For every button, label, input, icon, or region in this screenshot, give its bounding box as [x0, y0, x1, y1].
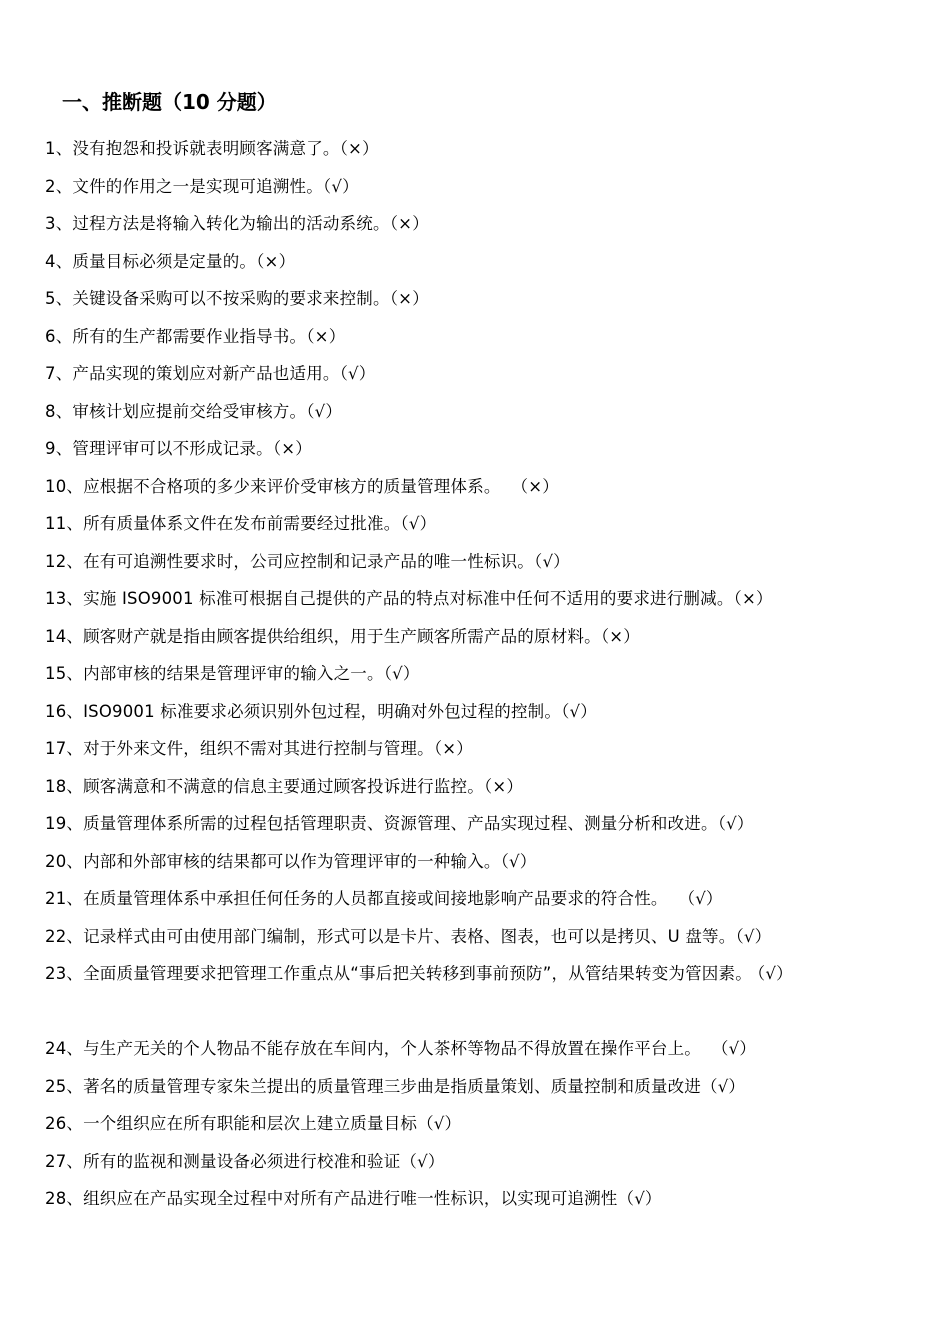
item-number: 20、: [45, 851, 84, 871]
list-item: [45, 205, 935, 243]
list-item: [45, 318, 935, 356]
list-item: [45, 805, 935, 843]
item-text: 一个组织应在所有职能和层次上建立质量目标: [83, 1114, 418, 1133]
item-text: 没有抱怨和投诉就表明顾客满意了。: [72, 139, 340, 158]
item-text: 组织应在产品实现全过程中对所有产品进行唯一性标识，以实现可追溯性: [83, 1189, 618, 1208]
item-text: 所有的监视和测量设备必须进行校准和验证: [83, 1151, 401, 1171]
item-answer: （√）: [306, 401, 343, 421]
item-number: 6、: [45, 326, 73, 346]
item-answer: （√）: [561, 701, 597, 721]
item-answer: （√）: [400, 514, 437, 533]
item-text: 内部和外部审核的结果都可以作为管理评审的一种输入。: [83, 851, 501, 871]
item-answer: （√）: [322, 176, 359, 196]
item-text: 在有可追溯性要求时，公司应控制和记录产品的唯一性标识。: [83, 551, 535, 571]
question-list: [45, 130, 935, 1218]
item-text: 著名的质量管理专家朱兰提出的质量管理三步曲是指质量策划、质量控制和质量改进: [83, 1076, 702, 1096]
list-item: [45, 618, 935, 656]
item-number: 10、: [45, 476, 84, 496]
list-item: [45, 880, 935, 918]
item-number: 27、: [45, 1151, 84, 1171]
item-text: 全面质量管理要求把管理工作重点从“事后把关转移到事前预防”，从管结果转变为管因素。: [83, 964, 752, 983]
list-item: [45, 730, 935, 768]
item-text: 在质量管理体系中承担任何任务的人员都直接或间接地影响产品要求的符合性。: [83, 889, 668, 908]
item-text: 产品实现的策划应对新产品也适用。: [72, 364, 340, 383]
item-number: 15、: [45, 664, 84, 683]
list-item: [45, 1143, 935, 1181]
item-text: 顾客财产就是指由顾客提供给组织，用于生产顾客所需产品的原材料。: [83, 626, 601, 646]
item-answer: （√）: [400, 1151, 445, 1171]
item-answer: （×）: [272, 439, 312, 458]
list-item: [45, 355, 935, 393]
list-item: [45, 543, 935, 581]
item-number: 17、: [45, 739, 84, 758]
item-text: 记录样式由可由使用部门编制，形式可以是卡片、表格、图表，也可以是拷贝、U 盘等。: [83, 926, 736, 946]
item-text: 审核计划应提前交给受审核方。: [72, 401, 307, 421]
list-item: [45, 1105, 935, 1143]
item-number: 12、: [45, 551, 84, 571]
item-number: 22、: [45, 926, 84, 946]
item-number: 21、: [45, 889, 84, 908]
item-number: 19、: [45, 814, 84, 833]
item-answer: （×）: [389, 214, 429, 233]
item-answer: （√）: [534, 551, 570, 571]
item-answer: （√）: [701, 1076, 746, 1096]
item-answer: （×）: [500, 476, 559, 496]
item-answer: （×）: [483, 776, 524, 796]
item-answer: （×）: [256, 251, 296, 271]
item-answer: （√）: [667, 889, 723, 908]
item-answer: （×）: [339, 139, 379, 158]
item-number: 28、: [45, 1189, 84, 1208]
item-text: 过程方法是将输入转化为输出的活动系统。: [72, 214, 390, 233]
list-item: [45, 130, 935, 168]
list-item: [45, 1180, 935, 1218]
item-text: 顾客满意和不满意的信息主要通过顾客投诉进行监控。: [83, 776, 484, 796]
item-text: 所有的生产都需要作业指导书。: [72, 326, 307, 346]
item-text: ISO9001 标准要求必须识别外包过程，明确对外包过程的控制。: [83, 701, 562, 721]
item-answer: （√）: [500, 851, 537, 871]
item-text: 管理评审可以不形成记录。: [72, 439, 273, 458]
item-answer: （√）: [339, 364, 376, 383]
item-answer: （√）: [701, 1039, 757, 1058]
item-answer: （×）: [389, 289, 429, 308]
item-number: 9、: [45, 439, 73, 458]
item-text: 应根据不合格项的多少来评价受审核方的质量管理体系。: [83, 476, 501, 496]
item-answer: （√）: [417, 1114, 462, 1133]
item-number: 4、: [45, 251, 73, 271]
item-text: 对于外来文件，组织不需对其进行控制与管理。: [83, 739, 434, 758]
item-number: 2、: [45, 176, 73, 196]
list-item: [45, 655, 935, 693]
item-number: 5、: [45, 289, 73, 308]
item-number: 16、: [45, 701, 84, 721]
item-number: 23、: [45, 964, 84, 983]
item-answer: （√）: [617, 1189, 662, 1208]
item-number: 25、: [45, 1076, 84, 1096]
list-item: [45, 168, 935, 206]
item-text: 文件的作用之一是实现可追溯性。: [72, 176, 323, 196]
item-number: 8、: [45, 401, 73, 421]
item-text: 质量目标必须是定量的。: [72, 251, 257, 271]
list-item: [45, 505, 935, 543]
item-text: 质量管理体系所需的过程包括管理职责、资源管理、产品实现过程、测量分析和改进。: [83, 814, 718, 833]
item-number: 13、: [45, 589, 84, 608]
list-item: [45, 280, 935, 318]
item-number: 7、: [45, 364, 73, 383]
list-item: [45, 1030, 935, 1068]
item-answer: （√）: [756, 964, 793, 983]
item-answer: （√）: [735, 926, 772, 946]
item-number: 1、: [45, 139, 73, 158]
item-text: 与生产无关的个人物品不能存放在车间内，个人茶杯等物品不得放置在操作平台上。: [83, 1039, 702, 1058]
list-item: [45, 430, 935, 468]
item-number: 18、: [45, 776, 84, 796]
list-item: [45, 955, 935, 1030]
item-number: 24、: [45, 1039, 84, 1058]
list-item: [45, 243, 935, 281]
item-answer: （×）: [600, 626, 640, 646]
list-item: [45, 580, 935, 618]
list-item: [45, 1068, 935, 1106]
list-item: [45, 468, 935, 506]
list-item: [45, 918, 935, 956]
list-item: [45, 393, 935, 431]
item-text: 实施 ISO9001 标准可根据自己提供的产品的特点对标准中任何不适用的要求进行删减。: [83, 589, 734, 608]
item-answer: （×）: [733, 589, 773, 608]
list-item: [45, 768, 935, 806]
item-number: 3、: [45, 214, 73, 233]
item-answer: （×）: [306, 326, 346, 346]
item-answer: （×）: [433, 739, 473, 758]
item-text: 所有质量体系文件在发布前需要经过批准。: [83, 514, 401, 533]
item-answer: （√）: [717, 814, 754, 833]
list-item: [45, 843, 935, 881]
item-answer: （√）: [383, 664, 420, 683]
item-text: 内部审核的结果是管理评审的输入之一。: [83, 664, 384, 683]
item-number: 14、: [45, 626, 84, 646]
item-number: 26、: [45, 1114, 84, 1133]
section-title: 一、推断题（10 分题）: [62, 90, 277, 114]
list-item: [45, 693, 935, 731]
item-number: 11、: [45, 514, 84, 533]
item-text: 关键设备采购可以不按采购的要求来控制。: [72, 289, 390, 308]
